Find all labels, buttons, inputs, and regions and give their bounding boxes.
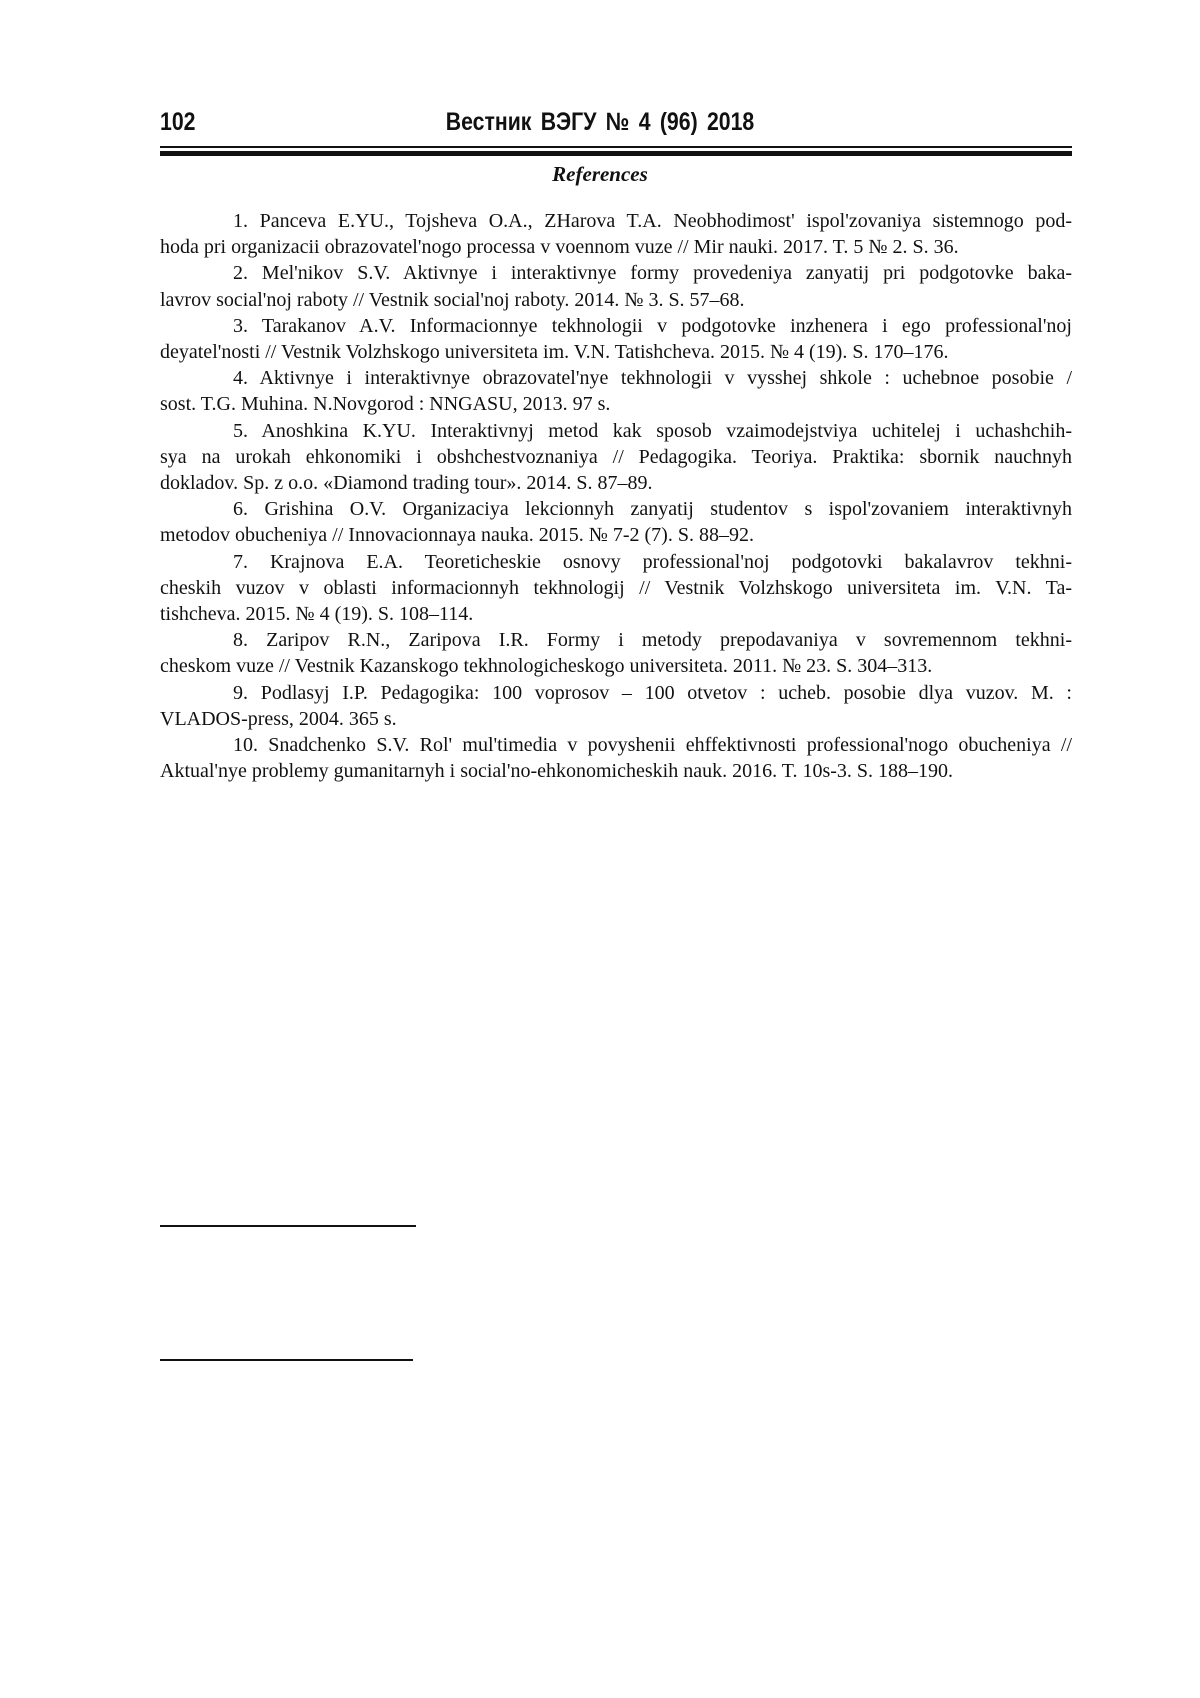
reference-line: 4. Aktivnye i interaktivnye obrazovatel'nye tekhnologii v vysshej shkole : uchebnoe posobie / xyxy=(233,367,1072,390)
reference-line: dokladov. Sp. z o.o. «Diamond trading tour». 2014. S. 87–89. xyxy=(160,472,653,495)
reference-line: sya na urokah ehkonomiki i obshchestvoznaniya // Pedagogika. Teoriya. Praktika: sbornik nauchnyh xyxy=(160,445,1072,468)
reference-line: 8. Zaripov R.N., Zaripova I.R. Formy i metody prepodavaniya v sovremennom tekhni- xyxy=(233,629,1072,652)
header-rule-thin xyxy=(160,146,1072,148)
reference-item xyxy=(160,680,1072,732)
reference-item xyxy=(160,208,1072,260)
reference-item xyxy=(160,260,1072,312)
reference-item xyxy=(160,365,1072,417)
section-title: References xyxy=(552,162,648,186)
reference-line: 9. Podlasyj I.P. Pedagogika: 100 voprosov – 100 otvetov : ucheb. posobie dlya vuzov. M. : xyxy=(233,681,1072,704)
journal-title: Вестник ВЭГУ № 4 (96) 2018 xyxy=(445,108,755,136)
reference-line: cheskih vuzov v oblasti informacionnyh tekhnologij // Vestnik Volzhskogo universiteta im. V.N. Ta- xyxy=(160,576,1072,599)
reference-item xyxy=(160,418,1072,497)
reference-line: 10. Snadchenko S.V. Rol' mul'timedia v povyshenii ehffektivnosti professional'nogo obucheniya // xyxy=(233,734,1072,757)
reference-item xyxy=(160,627,1072,679)
reference-line: 6. Grishina O.V. Organizaciya lekcionnyh zanyatij studentov s ispol'zovaniem interaktivnyh xyxy=(233,498,1072,521)
reference-line: VLADOS-press, 2004. 365 s. xyxy=(160,707,397,730)
references-list xyxy=(160,208,1072,784)
page-number: 102 xyxy=(160,108,196,136)
reference-line: cheskom vuze // Vestnik Kazanskogo tekhnologicheskogo universiteta. 2011. № 23. S. 304–313. xyxy=(160,655,933,678)
reference-line: hoda pri organizacii obrazovatel'nogo processa v voennom vuze // Mir nauki. 2017. T. 5 № 2. S. 36. xyxy=(160,236,959,259)
reference-line: sost. T.G. Muhina. N.Novgorod : NNGASU, 2013. 97 s. xyxy=(160,393,611,416)
reference-line: 7. Krajnova E.A. Teoreticheskie osnovy professional'noj podgotovki bakalavrov tekhni- xyxy=(233,550,1072,573)
reference-line: deyatel'nosti // Vestnik Volzhskogo universiteta im. V.N. Tatishcheva. 2015. № 4 (19). S. 170–176. xyxy=(160,341,949,364)
reference-item xyxy=(160,549,1072,628)
header-rule-thick xyxy=(160,151,1072,156)
reference-line: lavrov social'noj raboty // Vestnik social'noj raboty. 2014. № 3. S. 57–68. xyxy=(160,288,745,311)
reference-line: 5. Anoshkina K.YU. Interaktivnyj metod kak sposob vzaimodejstviya uchitelej i uchashchih- xyxy=(233,419,1072,442)
footnote-rule-2 xyxy=(160,1359,413,1361)
reference-line: 2. Mel'nikov S.V. Aktivnye i interaktivnye formy provedeniya zanyatij pri podgotovke baka- xyxy=(233,262,1072,285)
reference-line: 3. Tarakanov A.V. Informacionnye tekhnologii v podgotovke inzhenera i ego professional'noj xyxy=(233,314,1072,337)
reference-line: tishcheva. 2015. № 4 (19). S. 108–114. xyxy=(160,603,474,626)
reference-line: 1. Panceva E.YU., Tojsheva O.A., ZHarova T.A. Neobhodimost' ispol'zovaniya sistemnogo pod- xyxy=(233,210,1072,232)
reference-line: Aktual'nye problemy gumanitarnyh i social'no-ehkonomicheskih nauk. 2016. T. 10s-3. S. 188–190. xyxy=(160,760,954,783)
reference-line: metodov obucheniya // Innovacionnaya nauka. 2015. № 7-2 (7). S. 88–92. xyxy=(160,524,754,547)
reference-item xyxy=(160,313,1072,365)
reference-item xyxy=(160,496,1072,548)
reference-item xyxy=(160,732,1072,784)
footnote-rule-1 xyxy=(160,1225,416,1227)
